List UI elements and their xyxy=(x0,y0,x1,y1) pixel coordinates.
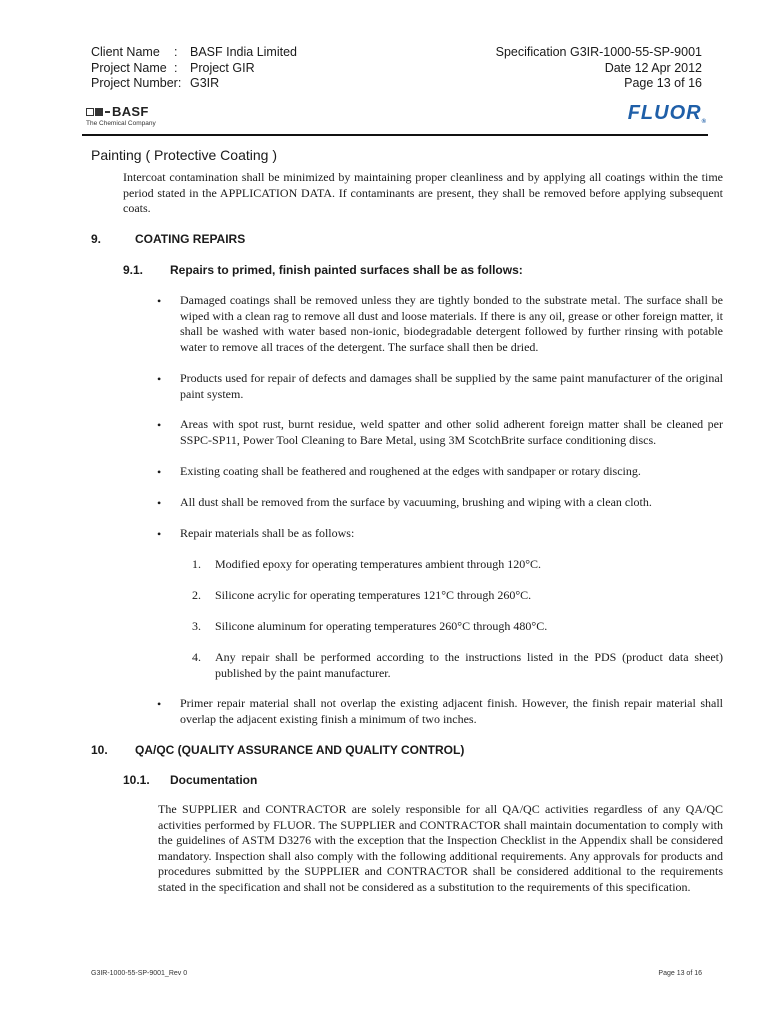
section-title: Painting ( Protective Coating ) xyxy=(91,147,277,163)
intro-paragraph: Intercoat contamination shall be minimized by maintaining proper cleanliness and by applying all coatings within the time period stated in the APPLICATION DATA. If contaminants are present, they shall be removed before applying subsequent coats. xyxy=(123,170,723,216)
colon: : xyxy=(174,60,178,75)
basf-logo xyxy=(86,104,156,127)
numbered-item-text: Modified epoxy for operating temperatures ambient through 120°C. xyxy=(215,557,542,571)
numbered-item-text: Any repair shall be performed according to the instructions listed in the PDS (product data sheet) published by the paint manufacturer. xyxy=(215,650,723,680)
project-row xyxy=(91,61,297,77)
bullet-item: Products used for repair of defects and damages shall be supplied by the same paint manufacturer of the original paint system. xyxy=(180,371,723,401)
client-value: BASF India Limited xyxy=(190,45,297,59)
section-9-number: 9. xyxy=(91,232,102,246)
section-9-heading xyxy=(91,232,245,246)
fluor-logo xyxy=(628,102,707,125)
subsection-9-1-title: Repairs to primed, finish painted surfaces shall be as follows: xyxy=(170,263,523,277)
basf-tagline: The Chemical Company xyxy=(86,120,156,127)
bullet-mark: • xyxy=(157,697,162,711)
basf-wordmark: BASF xyxy=(112,104,149,119)
project-value: Project GIR xyxy=(190,60,255,75)
bullet-mark: • xyxy=(157,418,162,432)
bullet-item: Existing coating shall be feathered and roughened at the edges with sandpaper or rotary discing. xyxy=(180,464,641,478)
section-10-heading xyxy=(91,743,464,757)
header-rule xyxy=(82,134,708,136)
basf-square-outline-icon xyxy=(86,108,94,116)
bullet-mark: • xyxy=(157,294,162,308)
bullet-item: Areas with spot rust, burnt residue, weld spatter and other solid adherent foreign matter shall be cleaned per SSPC-SP11, Power Tool Cleaning to Bare Metal, using 3M ScotchBrite surface conditioning discs. xyxy=(180,417,723,447)
footer-document-id: G3IR-1000-55-SP-9001_Rev 0 xyxy=(91,970,188,977)
bullet-mark: • xyxy=(157,527,162,541)
bullet-item: Primer repair material shall not overlap the existing adjacent finish. However, the finish repair material shall overlap the adjacent existing finish a minimum of two inches. xyxy=(180,696,723,726)
bullet-item: Damaged coatings shall be removed unless they are tightly bonded to the substrate metal. The surface shall be wiped with a clean rag to remove all dust and loose materials. If there is any oil, grease or other foreign matter, it shall be washed with water based non-ionic, biodegradable detergent followed by further rinsing with potable water to remove all traces of the detergent. The surface shall then be dried. xyxy=(180,293,723,354)
bullet-mark: • xyxy=(157,465,162,479)
spec-page: Page 13 of 16 xyxy=(624,76,702,90)
subsection-10-1-heading xyxy=(123,773,257,787)
spec-number: Specification G3IR-1000-55-SP-9001 xyxy=(495,45,702,59)
section-10-number: 10. xyxy=(91,743,108,757)
section-10-title: QA/QC (QUALITY ASSURANCE AND QUALITY CONTROL) xyxy=(135,743,465,757)
subsection-10-1-title: Documentation xyxy=(170,773,258,787)
bullet-item: Repair materials shall be as follows: xyxy=(180,526,355,540)
subsection-10-1-number: 10.1. xyxy=(123,773,150,787)
project-number-value: G3IR xyxy=(190,76,220,90)
header-spec-info xyxy=(496,45,702,92)
numbered-item-marker: 4. xyxy=(192,650,201,664)
client-row xyxy=(91,45,297,61)
project-number-label: Project Number: xyxy=(91,76,182,90)
fluor-registered-mark: ® xyxy=(701,119,707,125)
footer-page-number: Page 13 of 16 xyxy=(658,970,702,977)
basf-square-filled-icon xyxy=(95,108,103,116)
client-label: Client Name xyxy=(91,45,160,59)
bullet-item: All dust shall be removed from the surface by vacuuming, brushing and wiping with a clean cloth. xyxy=(180,495,652,509)
numbered-item-text: Silicone acrylic for operating temperatures 121°C through 260°C. xyxy=(215,588,532,602)
bullet-mark: • xyxy=(157,372,162,386)
fluor-wordmark: FLUOR xyxy=(627,102,702,124)
section-9-title: COATING REPAIRS xyxy=(135,232,246,246)
subsection-9-1-number: 9.1. xyxy=(123,263,144,277)
numbered-item-marker: 1. xyxy=(192,557,201,571)
bullet-mark: • xyxy=(157,496,162,510)
numbered-item-marker: 2. xyxy=(192,588,201,602)
colon: : xyxy=(174,45,178,59)
project-number-row xyxy=(91,76,297,92)
documentation-paragraph: The SUPPLIER and CONTRACTOR are solely responsible for all QA/QC activities regardless of any QA/QC activities performed by FLUOR. The SUPPLIER and CONTRACTOR shall maintain documentation to comply with the guidelines of ASTM D3276 with the exception that the Inspection Checklist in the Appendix shall be considered mandatory. Inspection shall also comply with the following additional requirements. Any approvals for products and procedures submitted by the SUPPLIER and CONTRACTOR shall be considered additional to the requirements stated in the specification and shall not be considered as a substitution to the requirements of this specification. xyxy=(158,802,723,894)
header-project-info xyxy=(91,45,297,92)
basf-dash-icon xyxy=(105,111,110,113)
numbered-item-text: Silicone aluminum for operating temperatures 260°C through 480°C. xyxy=(215,619,548,633)
project-label: Project Name xyxy=(91,60,167,75)
numbered-item-marker: 3. xyxy=(192,619,201,633)
basf-mark xyxy=(86,104,156,119)
subsection-9-1-heading xyxy=(123,263,523,277)
spec-date: Date 12 Apr 2012 xyxy=(604,60,702,75)
